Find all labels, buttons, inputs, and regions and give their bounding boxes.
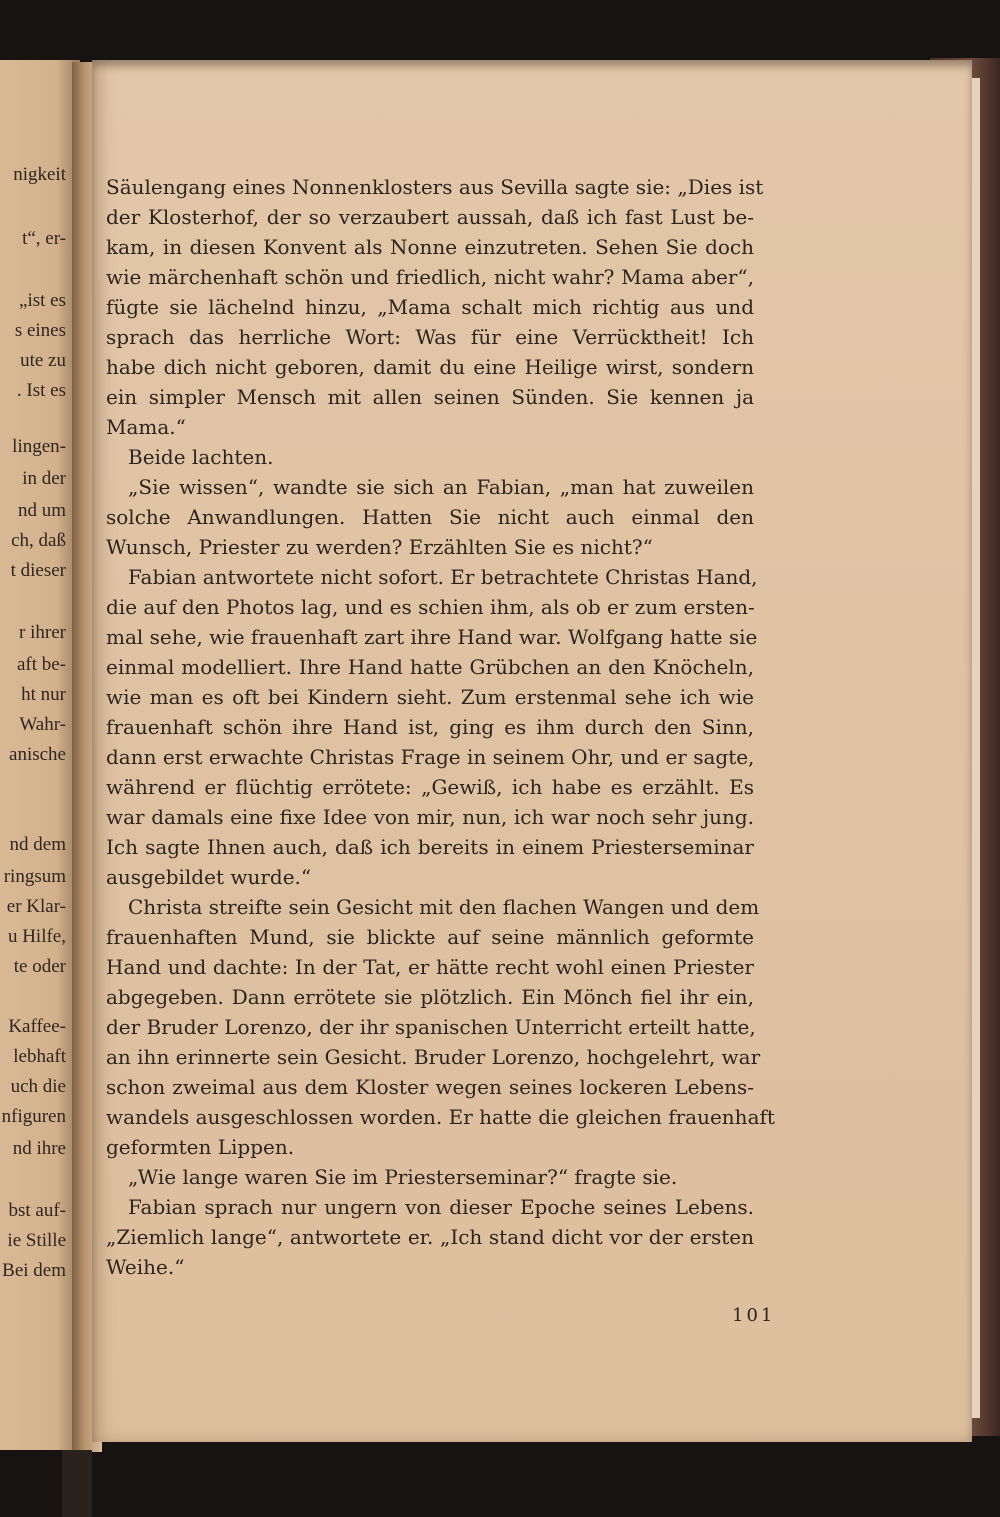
text-line: Fabian antwortete nicht sofort. Er betrachtete Christas Hand,: [128, 565, 758, 589]
text-line: kam, in diesen Konvent als Nonne einzutreten. Sehen Sie doch: [106, 235, 754, 259]
left-page-fragment: . Ist es: [16, 380, 66, 401]
left-page-fragment: nd um: [17, 500, 66, 521]
left-page-fragment: lebhaft: [13, 1046, 66, 1067]
text-line: Weihe.“: [106, 1255, 185, 1279]
text-line: während er flüchtig errötete: „Gewiß, ich habe es erzählt. Es: [106, 775, 754, 799]
left-page-fragment: ute zu: [20, 350, 66, 371]
body-text: [106, 172, 775, 1282]
left-page-fragment: bst auf-: [8, 1200, 66, 1221]
left-page-fragment: nd dem: [9, 834, 66, 855]
left-page-fragment: ht nur: [21, 684, 66, 705]
text-line: habe dich nicht geboren, damit du eine Heilige wirst, sondern: [106, 355, 754, 379]
left-page-fragment: ch, daß: [11, 530, 66, 551]
text-line: wie man es oft bei Kindern sieht. Zum erstenmal sehe ich wie: [106, 685, 754, 709]
left-page-fragment: nfiguren: [1, 1106, 66, 1127]
text-line: frauenhaften Mund, sie blickte auf seine männlich geformte: [106, 925, 754, 949]
text-line: Beide lachten.: [128, 445, 274, 469]
text-line: einmal modelliert. Ihre Hand hatte Grübchen an den Knöcheln,: [106, 655, 754, 679]
left-page-fragment: r ihrer: [19, 622, 66, 643]
book-page: [92, 60, 972, 1442]
text-line: frauenhaft schön ihre Hand ist, ging es ihm durch den Sinn,: [106, 715, 754, 739]
text-line: sprach das herrliche Wort: Was für eine Verrücktheit! Ich: [106, 325, 754, 349]
left-page-fragment: Bei dem: [2, 1260, 66, 1281]
text-line: „Wie lange waren Sie im Priesterseminar?“ fragte sie.: [128, 1165, 678, 1189]
text-line: Wunsch, Priester zu werden? Erzählten Sie es nicht?“: [106, 535, 653, 559]
left-page-fragment: aft be-: [16, 654, 66, 675]
left-page-fragment: ie Stille: [7, 1230, 66, 1251]
left-page-fragment: in der: [22, 468, 66, 489]
text-line: Fabian sprach nur ungern von dieser Epoche seines Lebens.: [128, 1195, 754, 1219]
left-page-fragment: ringsum: [3, 866, 66, 887]
text-line: war damals eine fixe Idee von mir, nun, ich war noch sehr jung.: [106, 805, 754, 829]
left-page-fragment: Kaffee-: [8, 1016, 66, 1037]
text-line: der Klosterhof, der so verzaubert aussah, daß ich fast Lust be-: [106, 205, 754, 229]
left-page-fragment: nigkeit: [13, 164, 66, 185]
text-line: der Bruder Lorenzo, der ihr spanischen Unterricht erteilt hatte,: [106, 1015, 756, 1039]
text-line: mal sehe, wie frauenhaft zart ihre Hand war. Wolfgang hatte sie: [106, 625, 758, 649]
text-line: die auf den Photos lag, und es schien ihm, als ob er zum ersten-: [106, 595, 755, 619]
text-line: fügte sie lächelnd hinzu, „Mama schalt mich richtig aus und: [106, 295, 754, 319]
text-line: schon zweimal aus dem Kloster wegen seines lockeren Lebens-: [106, 1075, 754, 1099]
text-line: wandels ausgeschlossen worden. Er hatte die gleichen frauenhaft: [106, 1105, 775, 1129]
text-line: an ihn erinnerte sein Gesicht. Bruder Lorenzo, hochgelehrt, war: [106, 1045, 761, 1069]
left-page-fragment: t dieser: [10, 560, 66, 581]
text-line: ausgebildet wurde.“: [106, 865, 312, 889]
text-line: „Sie wissen“, wandte sie sich an Fabian, „man hat zuweilen: [128, 475, 754, 499]
text-line: abgegeben. Dann errötete sie plötzlich. Ein Mönch fiel ihr ein,: [106, 985, 754, 1009]
text-line: ein simpler Mensch mit allen seinen Sünden. Sie kennen ja: [106, 385, 754, 409]
left-page-fragment: nd ihre: [12, 1138, 66, 1159]
left-page-fragment: te oder: [13, 956, 66, 977]
left-page-fragment: „ist es: [19, 290, 66, 311]
left-page-fragment: lingen-: [12, 436, 66, 457]
page-number: 101: [732, 1305, 776, 1326]
text-line: solche Anwandlungen. Hatten Sie nicht auch einmal den: [106, 505, 754, 529]
left-page-fragment: anische: [9, 744, 66, 765]
left-page-fragment: Wahr-: [19, 714, 66, 735]
left-page-fragment: u Hilfe,: [7, 926, 66, 947]
text-line: Hand und dachte: In der Tat, er hätte recht wohl einen Priester: [106, 955, 754, 979]
text-line: Ich sagte Ihnen auch, daß ich bereits in einem Priesterseminar: [106, 835, 754, 859]
text-line: „Ziemlich lange“, antwortete er. „Ich stand dicht vor der ersten: [106, 1225, 754, 1249]
left-page-fragment: s eines: [14, 320, 66, 341]
book-spine: [62, 1450, 92, 1517]
left-page-fragment: t“, er-: [22, 228, 66, 249]
text-line: Säulengang eines Nonnenklosters aus Sevilla sagte sie: „Dies ist: [106, 175, 764, 199]
left-page-fragment: uch die: [10, 1076, 66, 1097]
text-line: wie märchenhaft schön und friedlich, nicht wahr? Mama aber“,: [106, 265, 754, 289]
text-line: Mama.“: [106, 415, 186, 439]
left-page-edge: [0, 60, 80, 1450]
left-page-fragment: er Klar-: [6, 896, 66, 917]
text-line: geformten Lippen.: [106, 1135, 295, 1159]
text-line: dann erst erwachte Christas Frage in seinem Ohr, und er sagte,: [106, 745, 755, 769]
text-line: Christa streifte sein Gesicht mit den flachen Wangen und dem: [128, 895, 760, 919]
